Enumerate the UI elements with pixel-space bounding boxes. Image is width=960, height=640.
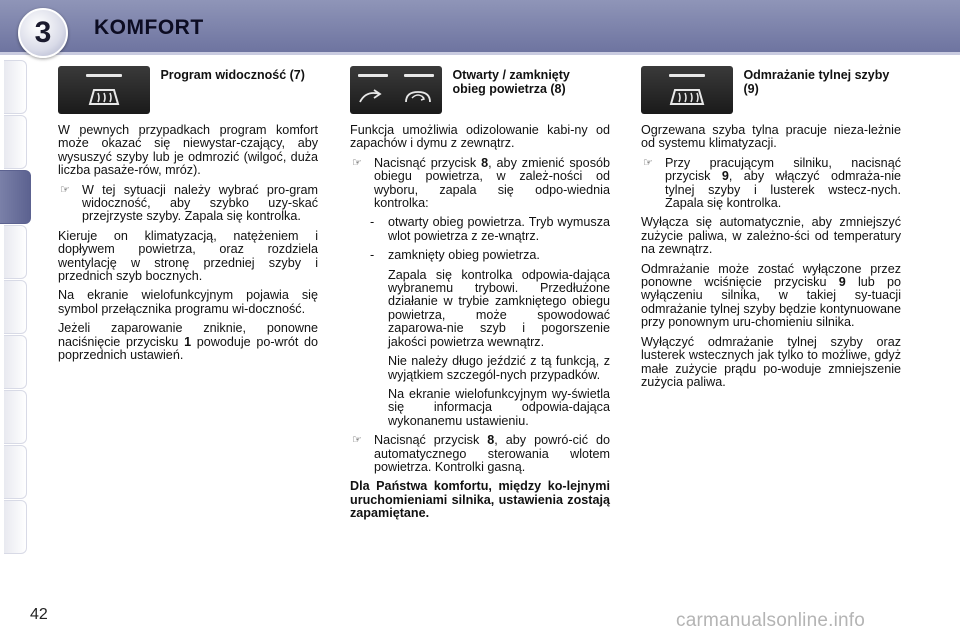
- section-caption: Otwarty / zamknięty obieg powietrza (8): [452, 68, 570, 96]
- bullet-item: [641, 157, 901, 211]
- dash-text: zamknięty obieg powietrza.: [388, 248, 540, 263]
- bullet-item: [350, 434, 610, 474]
- section-caption: Program widoczność (7): [160, 68, 305, 82]
- dash-item: - zamknięty obieg powietrza.: [350, 249, 610, 262]
- bullet-text: Nacisnąć przycisk 8, aby powró-cić do automatycznego sterowania wlotem powietrza. Kontrolki gasną.: [374, 433, 610, 474]
- pointing-hand-icon: ☞: [643, 156, 653, 169]
- chapter-tab[interactable]: [4, 280, 27, 334]
- chapter-number-badge: 3: [18, 8, 68, 58]
- dash-text: otwarty obieg powietrza. Tryb wymusza wlot powietrza z ze-wnątrz.: [388, 215, 610, 243]
- chapter-tab[interactable]: [4, 115, 27, 169]
- watermark: carmanualsonline.info: [676, 610, 866, 631]
- chapter-tab[interactable]: [4, 225, 27, 279]
- indented-paragraph: Na ekranie wielofunkcyjnym wy-świetla się informacja odpowia-dająca wykonanemu ustawieniu.: [388, 386, 610, 428]
- bullet-text: Przy pracującym silniku, nacisnąć przycisk 9, aby włączyć odmraża-nie tylnej szyby i lusterek wstecz-nych. Zapala się kontrolka.: [665, 155, 901, 211]
- rear-window-heating-icon: [641, 66, 733, 114]
- pointing-hand-icon: ☞: [352, 434, 362, 447]
- indented-paragraph: Zapala się kontrolka odpowia-dająca wybranemu trybowi. Przedłużone działanie w trybie zamkniętego obiegu powietrza, może spowodować zaparowa-nie szyb i pogorszenie jakości powietrza wewnątrz.: [388, 267, 610, 349]
- air-recirculation-icon: [350, 66, 442, 114]
- section-visibility-program: [58, 66, 318, 369]
- chapter-tab[interactable]: [4, 60, 27, 114]
- paragraph: Odmrażanie może zostać wyłączone przez ponowne wciśnięcie przycisku 9 lub po wyłączeniu silnika, w takiej sy-tuacji odmrażanie tylnej szyby będzie kontynuowane przy ponownym uru-chomieniu silnika.: [641, 261, 901, 330]
- bullet-text: Nacisnąć przycisk 8, aby zmienić sposób obiegu powietrza, w zależ-ności od wyboru, zapala się odpo-wiednia kontrolka:: [374, 155, 610, 211]
- paragraph: W pewnych przypadkach program komfort może okazać się niewystar-czający, aby wysuszyć szyby lub je odmrozić (wilgoć, duża liczba pasaże-rów, mróz).: [58, 123, 318, 178]
- dash-item: - otwarty obieg powietrza. Tryb wymusza wlot powietrza z ze-wnątrz.: [370, 215, 610, 243]
- bold-note: Dla Państwa komfortu, między ko-lejnymi uruchomieniami silnika, ustawienia zostają zapamiętane.: [350, 479, 610, 521]
- paragraph: Na ekranie wielofunkcyjnym pojawia się symbol przełącznika programu wi-doczność.: [58, 288, 318, 316]
- bullet-item: [58, 184, 318, 224]
- bullet-text: W tej sytuacji należy wybrać pro-gram widoczność, aby szybko uzy-skać przejrzyste szyby. Zapala się kontrolka.: [82, 182, 318, 224]
- paragraph: Funkcja umożliwia odizolowanie kabi-ny od zapachów i dymu z zewnątrz.: [350, 123, 610, 151]
- paragraph: Wyłącza się automatycznie, aby zmniejszyć zużycie paliwa, w zależno-ści od temperatury na zewnątrz.: [641, 215, 901, 257]
- header-divider: [0, 52, 960, 55]
- chapter-tab[interactable]: [4, 445, 27, 499]
- paragraph: Jeżeli zaparowanie zniknie, ponowne naciśnięcie przycisku 1 powoduje po-wrót do poprzednich ustawień.: [58, 321, 318, 363]
- chapter-tab[interactable]: [4, 500, 27, 554]
- button-number: 1: [184, 334, 192, 349]
- page-title: KOMFORT: [94, 16, 204, 39]
- paragraph: Wyłączyć odmrażanie tylnej szyby oraz lusterek wstecznych jak tylko to możliwe, gdyż małe zużycie prądu po-woduje zmniejszenie zużycia paliwa.: [641, 334, 901, 389]
- rear-defrost-icon: [58, 66, 150, 114]
- paragraph: Ogrzewana szyba tylna pracuje nieza-leżnie od systemu klimatyzacji.: [641, 123, 901, 151]
- chapter-tab-active[interactable]: [0, 170, 31, 224]
- pointing-hand-icon: ☞: [352, 156, 362, 169]
- chapter-tabs: [0, 60, 30, 580]
- section-rear-window-defrost: [641, 66, 901, 395]
- chapter-tab[interactable]: [4, 390, 27, 444]
- bullet-item: [350, 157, 610, 211]
- section-air-circulation: [350, 66, 610, 527]
- paragraph: Kieruje on klimatyzacją, natężeniem i dopływem powietrza, oraz rozdziela wentylację w stronę przedniej szyby i przednich szyb bocznych.: [58, 228, 318, 284]
- pointing-hand-icon: ☞: [60, 183, 70, 196]
- section-caption: Odmrażanie tylnej szyby (9): [743, 68, 890, 96]
- page-number: 42: [30, 606, 48, 623]
- indented-paragraph: Nie należy długo jeździć z tą funkcją, z wyjątkiem szczegól-nych przypadków.: [388, 354, 610, 382]
- chapter-tab[interactable]: [4, 335, 27, 389]
